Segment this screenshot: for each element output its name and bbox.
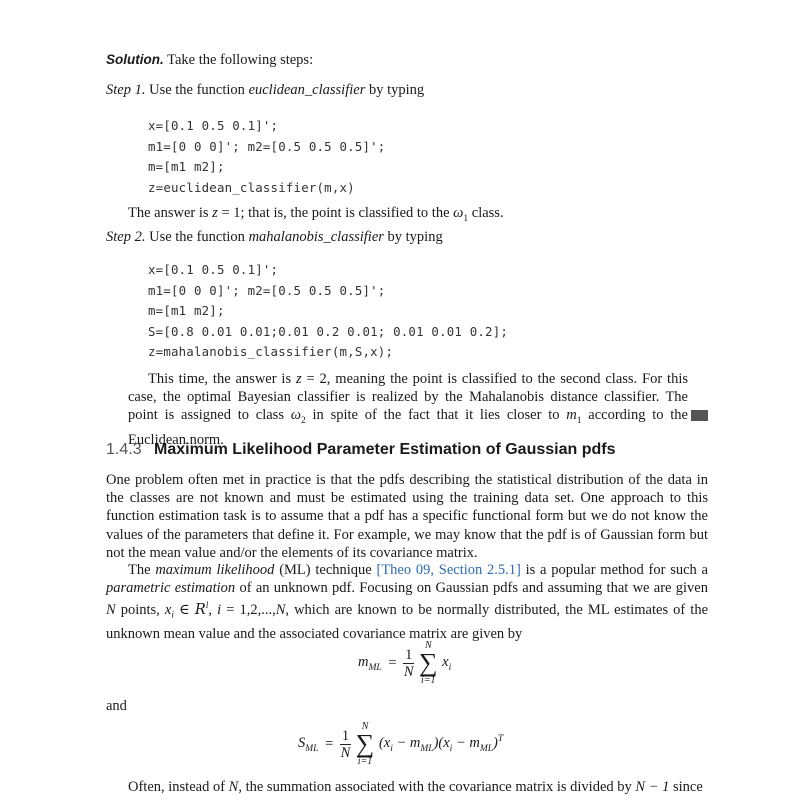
and-text: and (106, 698, 127, 714)
para3-text-b: , the summation associated with the covariance matrix is divided by (238, 779, 632, 795)
step2-para-text-b: = 2, meaning the point is classified to the second class. For this case, the optimal Bayesian classifier is realized by the Mahalanobis distance classifier. The point is assigned to class (128, 371, 689, 424)
step2-para-text-c: in spite of the fact that it lies closer to (305, 407, 560, 424)
solution-line (106, 52, 313, 69)
step2-paragraph (108, 370, 688, 449)
code-line: m=[m1 m2]; (148, 159, 225, 174)
step2-line (106, 229, 443, 246)
step2-func: mahalanobis_classifier (248, 229, 384, 245)
para2-i: i (217, 602, 222, 619)
para2-text-d: of an unknown pdf. Focusing on Gaussian pdfs and assuming that we are given (235, 580, 708, 597)
eq1-summation: N ∑ i=1 (419, 640, 438, 686)
eq1-fraction: $\frac{1}{N}$ (403, 646, 414, 680)
eq2-fraction: $\frac{1}{N}$ (340, 727, 351, 761)
citation-link[interactable]: [Theo 09, Section 2.5.1] (376, 562, 521, 578)
para2-text-b: (ML) technique (274, 562, 377, 578)
para2-text-c: is a popular method for such a (520, 562, 708, 578)
equation-covariance (298, 721, 503, 767)
step2-para-m-sub: 1 (576, 416, 582, 427)
step2-label: Step 2. (106, 229, 146, 245)
step1-answer (128, 205, 504, 224)
eq2-lhs: $S_{ML}$ (298, 734, 319, 754)
para2-N2: N (275, 602, 286, 619)
para2-text-k: , which are known to be normally distributed, the ML estimates of the unknown mean value and the associated covariance matrix are given by (106, 602, 709, 643)
paragraph-2 (106, 561, 708, 644)
step1-label: Step 1. (106, 82, 146, 98)
step2-para-class-sub: 2 (301, 416, 306, 427)
section-heading (106, 441, 615, 459)
code-line: m=[m1 m2]; (148, 303, 225, 318)
para2-text-e: points, (115, 602, 165, 619)
code-line: x=[0.1 0.5 0.1]'; (148, 262, 279, 277)
para2-R: R (194, 602, 206, 619)
step2-para-text: This time, the answer is (148, 371, 292, 387)
para3-text-c: since (669, 779, 703, 795)
section-title: Maximum Likelihood Parameter Estimation of Gaussian pdfs (154, 441, 616, 458)
proof-end-marker (691, 410, 708, 421)
step1-line (106, 82, 424, 99)
step1-text-after: by typing (368, 82, 425, 98)
step2-para-class: ω (290, 407, 301, 424)
eq1-lhs: $m_{ML}$ (358, 653, 382, 673)
code-line: m1=[0 0 0]'; m2=[0.5 0.5 0.5]'; (148, 138, 386, 154)
para2-param-term: parametric estimation (106, 580, 236, 597)
para2-text-f: ∈ (173, 602, 195, 619)
step2-text-after: by typing (387, 229, 443, 245)
equation-mean (358, 640, 451, 686)
step1-code-block (148, 116, 385, 198)
step1-answer-class: ω (453, 205, 464, 221)
step1-answer-end: class. (468, 205, 504, 221)
para3-N1: N − 1 (635, 779, 670, 795)
para2-ml-term: maximum likelihood (155, 562, 275, 578)
step1-answer-eq: = 1; that is, the point is classified to the (217, 205, 450, 221)
eq1-equals: = (388, 654, 397, 671)
para2-text-h: = 1,2,..., (221, 602, 276, 619)
step1-answer-var: z (212, 205, 218, 221)
eq2-term: $(x_i - m_{ML})(x_i - m_{ML})^T$ (378, 734, 504, 754)
step1-answer-text: The answer is (128, 205, 209, 221)
code-line: z=euclidean_classifier(m,x) (148, 179, 355, 195)
step2-para-m: m (566, 407, 577, 424)
solution-label: Solution. (106, 52, 164, 67)
paragraph-3 (128, 779, 703, 796)
code-line: x=[0.1 0.5 0.1]'; (148, 118, 279, 133)
para2-xi: x (164, 602, 172, 619)
step2-para-text-d: according to the Euclidean norm. (128, 407, 688, 448)
paragraph-1: One problem often met in practice is that the pdfs describing the statistical distribution of the data in the classes are not known and must be estimated using the training data set. One approach to this function estimation task is to assume that a pdf has a specific functional form but we do not know the values of the parameters that define it. For example, we may know that the pdf is of Gaussian form but not the mean value and/or the elements of its covariance matrix. (106, 472, 708, 561)
step1-func: euclidean_classifier (248, 82, 366, 98)
code-line: m1=[0 0 0]'; m2=[0.5 0.5 0.5]'; (148, 282, 386, 298)
para2-xi-sub: i (171, 611, 174, 622)
step1-text-before: Use the function (149, 82, 245, 98)
step2-code-block (148, 260, 508, 363)
step1-answer-class-sub: 1 (463, 213, 469, 224)
solution-text: Take the following steps: (167, 52, 314, 68)
eq2-equals: = (325, 735, 334, 752)
step2-text-before: Use the function (149, 229, 245, 245)
para2-N: N (106, 602, 116, 619)
para3-text-a: Often, instead of (128, 779, 226, 795)
section-number: 1.4.3 (106, 441, 142, 458)
code-line: z=mahalanobis_classifier(m,S,x); (148, 344, 394, 359)
para3-N: N (228, 779, 239, 795)
para2-R-sup: l (205, 601, 209, 612)
step2-para-var: z (295, 371, 302, 387)
code-line: S=[0.8 0.01 0.01;0.01 0.2 0.01; 0.01 0.01 0.2]; (148, 323, 509, 339)
eq2-summation: N ∑ i=1 (355, 721, 375, 767)
para2-text-g: , (208, 602, 218, 619)
para2-text-a: The (128, 562, 151, 578)
eq1-term: $x_i$ (442, 653, 452, 673)
